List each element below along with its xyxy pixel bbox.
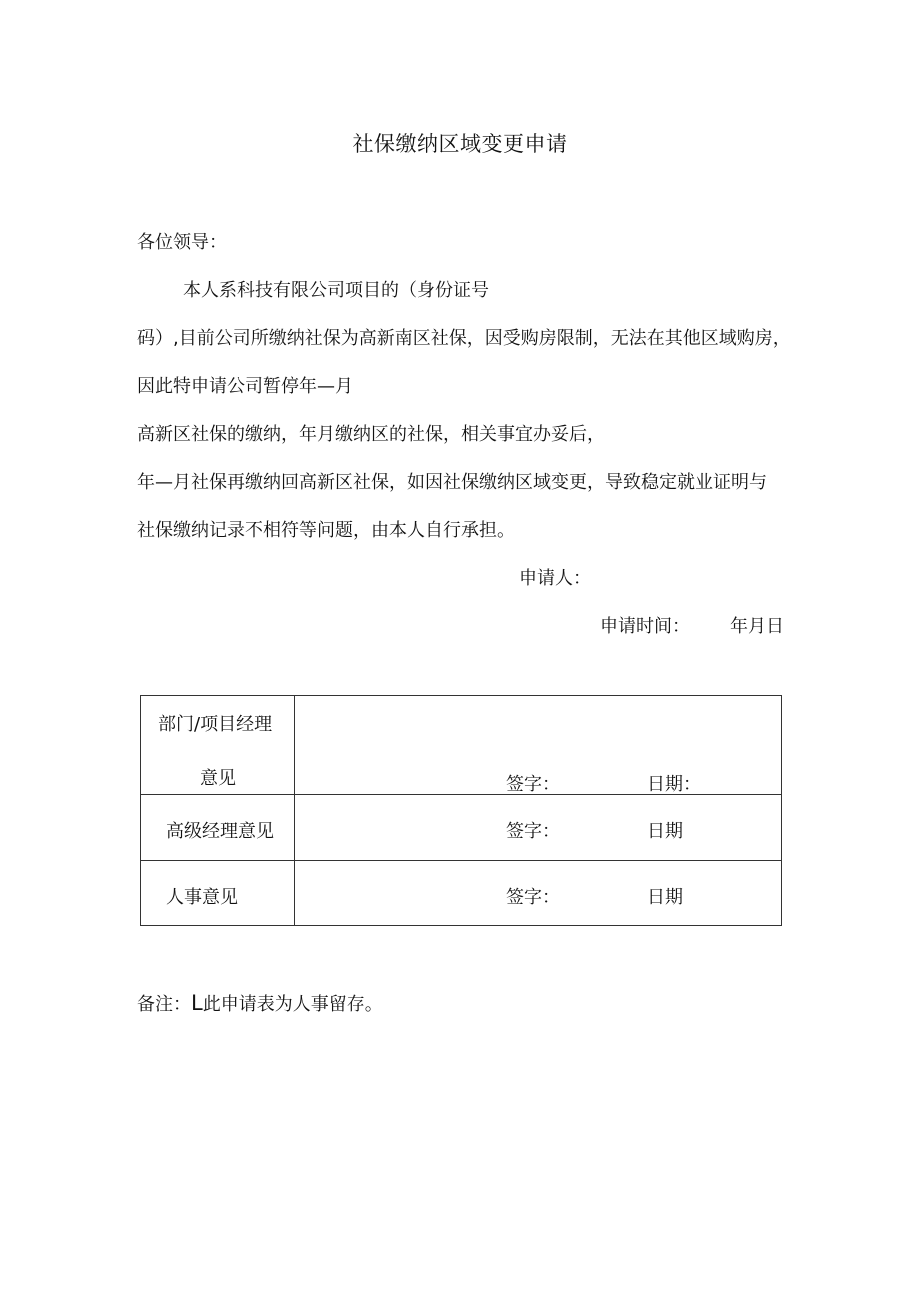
approval-row-senior-manager [141,795,781,861]
salutation: 各位领导： [137,232,227,253]
body-line-4: 高新区社保的缴纳，年月缴纳区的社保，相关事宜办妥后， [137,424,605,445]
document-title: 社保缴纳区域变更申请 [352,132,568,156]
body-line-6: 社保缴纳记录不相符等问题，由本人自行承担。 [137,520,515,541]
remark-prefix: 备注： [137,994,191,1015]
applicant-label: 申请人： [519,568,591,589]
approval-row-label-cell [141,795,295,860]
approval-row-label-cell [141,861,295,925]
signature-label: 签字： [506,887,560,908]
signature-label: 签字： [506,821,560,842]
approval-label-senior-manager: 高级经理意见 [166,821,274,842]
apply-time-label: 申请时间： [600,616,690,637]
body-line-3: 因此特申请公司暂停年—月 [137,376,353,397]
body-line-2: 码）,目前公司所缴纳社保为高新南区社保，因受购房限制，无法在其他区域购房， [137,328,791,349]
date-label: 日期： [647,774,701,795]
approval-label-department-line1: 部门/项目经理 [158,714,273,735]
date-label: 日期 [647,821,683,842]
signature-label: 签字： [506,774,560,795]
apply-date-placeholder: 年月日 [730,616,784,637]
body-line-5: 年—月社保再缴纳回高新区社保，如因社保缴纳区域变更，导致稳定就业证明与 [137,472,767,493]
body-line-1: 本人系科技有限公司项目的（身份证号 [183,280,489,301]
approval-row-label-cell [141,696,295,794]
approval-row-hr [141,861,781,925]
approval-row-department [141,696,781,795]
approval-table [140,695,782,926]
remark [137,990,383,1016]
remark-mark: L [191,991,203,1015]
approval-label-hr: 人事意见 [166,887,238,908]
remark-text: 此申请表为人事留存。 [202,994,383,1015]
approval-label-department-line2: 意见 [200,768,236,789]
date-label: 日期 [647,887,683,908]
